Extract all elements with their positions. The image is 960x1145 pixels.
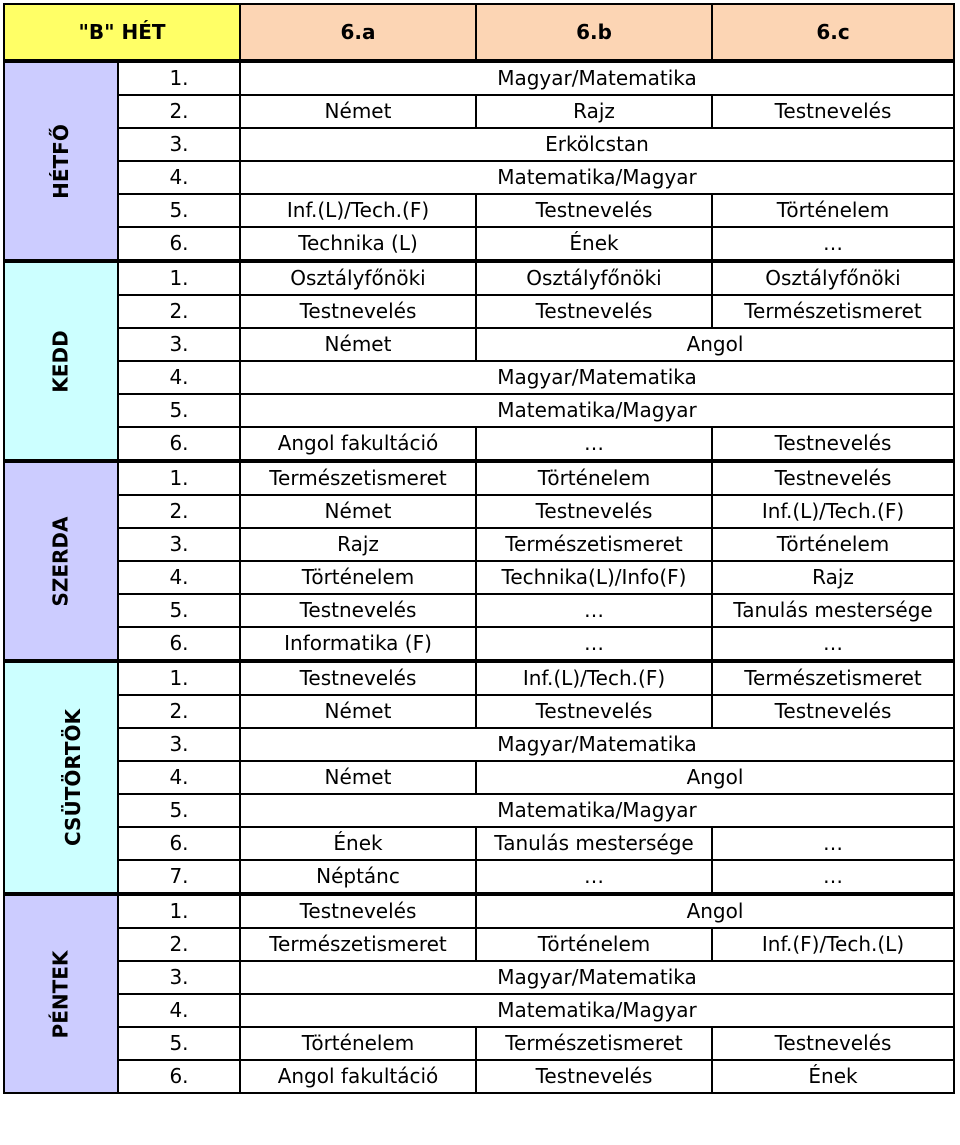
period-row xyxy=(4,994,954,1027)
period-number: 2. xyxy=(118,495,240,528)
period-row xyxy=(4,860,954,894)
lesson-cell: … xyxy=(712,860,954,894)
period-row xyxy=(4,561,954,594)
lesson-cell: Természetismeret xyxy=(476,1027,712,1060)
lesson-cell: Ének xyxy=(712,1060,954,1093)
timetable xyxy=(3,3,955,1094)
lesson-cell: Inf.(L)/Tech.(F) xyxy=(712,495,954,528)
lesson-cell: Matematika/Magyar xyxy=(240,794,954,827)
period-number: 3. xyxy=(118,328,240,361)
lesson-cell: Osztályfőnöki xyxy=(476,261,712,295)
period-row xyxy=(4,394,954,427)
period-number: 5. xyxy=(118,794,240,827)
period-row xyxy=(4,227,954,261)
period-number: 5. xyxy=(118,1027,240,1060)
period-number: 1. xyxy=(118,461,240,495)
lesson-cell: Matematika/Magyar xyxy=(240,994,954,1027)
lesson-cell: Német xyxy=(240,695,476,728)
lesson-cell: Inf.(F)/Tech.(L) xyxy=(712,928,954,961)
day-monday xyxy=(4,61,118,261)
lesson-cell: Testnevelés xyxy=(240,295,476,328)
day-wednesday xyxy=(4,461,118,661)
lesson-cell: Testnevelés xyxy=(712,95,954,128)
period-number: 5. xyxy=(118,194,240,227)
period-row xyxy=(4,161,954,194)
period-number: 6. xyxy=(118,427,240,461)
lesson-cell: Magyar/Matematika xyxy=(240,728,954,761)
period-number: 3. xyxy=(118,128,240,161)
lesson-cell: Inf.(L)/Tech.(F) xyxy=(240,194,476,227)
period-row xyxy=(4,328,954,361)
period-row xyxy=(4,1027,954,1060)
period-number: 4. xyxy=(118,994,240,1027)
period-row xyxy=(4,361,954,394)
lesson-cell: … xyxy=(476,860,712,894)
lesson-cell: Testnevelés xyxy=(712,695,954,728)
lesson-cell: Magyar/Matematika xyxy=(240,361,954,394)
lesson-cell: Angol fakultáció xyxy=(240,427,476,461)
period-row xyxy=(4,427,954,461)
lesson-cell: Ének xyxy=(476,227,712,261)
lesson-cell: Ének xyxy=(240,827,476,860)
lesson-cell: Történelem xyxy=(712,194,954,227)
period-row xyxy=(4,528,954,561)
period-number: 3. xyxy=(118,528,240,561)
lesson-cell: Testnevelés xyxy=(712,1027,954,1060)
period-row xyxy=(4,495,954,528)
period-number: 2. xyxy=(118,928,240,961)
period-number: 2. xyxy=(118,95,240,128)
period-number: 2. xyxy=(118,295,240,328)
period-row xyxy=(4,695,954,728)
lesson-cell: Történelem xyxy=(240,1027,476,1060)
period-row xyxy=(4,1060,954,1093)
lesson-cell: … xyxy=(712,227,954,261)
period-row xyxy=(4,61,954,95)
day-tuesday xyxy=(4,261,118,461)
day-label: HÉTFŐ xyxy=(48,123,73,199)
lesson-cell: Tanulás mestersége xyxy=(476,827,712,860)
lesson-cell: Osztályfőnöki xyxy=(712,261,954,295)
lesson-cell: Történelem xyxy=(476,461,712,495)
lesson-cell: Technika(L)/Info(F) xyxy=(476,561,712,594)
day-label: KEDD xyxy=(48,329,73,393)
week-label: "B" HÉT xyxy=(4,4,240,61)
lesson-cell: Testnevelés xyxy=(240,661,476,695)
lesson-cell: Testnevelés xyxy=(476,495,712,528)
day-label: PÉNTEK xyxy=(48,950,73,1038)
lesson-cell: … xyxy=(476,627,712,661)
timetable-body xyxy=(4,4,954,1093)
lesson-cell: … xyxy=(712,827,954,860)
period-number: 1. xyxy=(118,61,240,95)
lesson-cell: Tanulás mestersége xyxy=(712,594,954,627)
lesson-cell: Informatika (F) xyxy=(240,627,476,661)
class-header-6b: 6.b xyxy=(476,4,712,61)
day-friday xyxy=(4,894,118,1093)
lesson-cell: Néptánc xyxy=(240,860,476,894)
lesson-cell: Magyar/Matematika xyxy=(240,961,954,994)
lesson-cell: Testnevelés xyxy=(476,295,712,328)
period-number: 4. xyxy=(118,161,240,194)
period-row xyxy=(4,461,954,495)
period-row xyxy=(4,194,954,227)
day-label: CSÜTÖRTÖK xyxy=(60,709,85,846)
period-number: 6. xyxy=(118,627,240,661)
period-row xyxy=(4,627,954,661)
period-row xyxy=(4,661,954,695)
lesson-cell: Történelem xyxy=(712,528,954,561)
lesson-cell: Német xyxy=(240,495,476,528)
period-number: 3. xyxy=(118,728,240,761)
period-number: 1. xyxy=(118,661,240,695)
lesson-cell: Angol xyxy=(476,761,954,794)
period-row xyxy=(4,95,954,128)
period-number: 3. xyxy=(118,961,240,994)
lesson-cell: Természetismeret xyxy=(476,528,712,561)
period-row xyxy=(4,894,954,928)
period-row xyxy=(4,128,954,161)
lesson-cell: Angol fakultáció xyxy=(240,1060,476,1093)
lesson-cell: Testnevelés xyxy=(240,594,476,627)
lesson-cell: Német xyxy=(240,95,476,128)
lesson-cell: Rajz xyxy=(476,95,712,128)
lesson-cell: … xyxy=(712,627,954,661)
lesson-cell: Természetismeret xyxy=(240,928,476,961)
lesson-cell: Természetismeret xyxy=(712,295,954,328)
lesson-cell: Testnevelés xyxy=(240,894,476,928)
class-header-6c: 6.c xyxy=(712,4,954,61)
lesson-cell: Testnevelés xyxy=(712,461,954,495)
lesson-cell: Angol xyxy=(476,894,954,928)
period-number: 6. xyxy=(118,227,240,261)
lesson-cell: Történelem xyxy=(240,561,476,594)
day-label: SZERDA xyxy=(48,515,73,607)
period-row xyxy=(4,827,954,860)
period-row xyxy=(4,794,954,827)
lesson-cell: Német xyxy=(240,328,476,361)
lesson-cell: Matematika/Magyar xyxy=(240,394,954,427)
period-row xyxy=(4,761,954,794)
lesson-cell: Testnevelés xyxy=(476,1060,712,1093)
period-number: 5. xyxy=(118,394,240,427)
period-number: 4. xyxy=(118,561,240,594)
period-number: 6. xyxy=(118,1060,240,1093)
lesson-cell: Angol xyxy=(476,328,954,361)
lesson-cell: Technika (L) xyxy=(240,227,476,261)
lesson-cell: Osztályfőnöki xyxy=(240,261,476,295)
period-row xyxy=(4,961,954,994)
period-row xyxy=(4,594,954,627)
period-row xyxy=(4,728,954,761)
period-number: 1. xyxy=(118,261,240,295)
period-number: 7. xyxy=(118,860,240,894)
lesson-cell: Testnevelés xyxy=(476,695,712,728)
lesson-cell: Matematika/Magyar xyxy=(240,161,954,194)
lesson-cell: Testnevelés xyxy=(712,427,954,461)
lesson-cell: Történelem xyxy=(476,928,712,961)
period-number: 6. xyxy=(118,827,240,860)
lesson-cell: Természetismeret xyxy=(240,461,476,495)
period-row xyxy=(4,295,954,328)
header-row xyxy=(4,4,954,61)
period-number: 1. xyxy=(118,894,240,928)
period-number: 4. xyxy=(118,361,240,394)
lesson-cell: Inf.(L)/Tech.(F) xyxy=(476,661,712,695)
class-header-6a: 6.a xyxy=(240,4,476,61)
period-number: 4. xyxy=(118,761,240,794)
period-number: 5. xyxy=(118,594,240,627)
lesson-cell: Német xyxy=(240,761,476,794)
lesson-cell: Természetismeret xyxy=(712,661,954,695)
period-number: 2. xyxy=(118,695,240,728)
lesson-cell: Magyar/Matematika xyxy=(240,61,954,95)
lesson-cell: Rajz xyxy=(712,561,954,594)
day-thursday xyxy=(4,661,118,894)
period-row xyxy=(4,928,954,961)
lesson-cell: … xyxy=(476,594,712,627)
period-row xyxy=(4,261,954,295)
lesson-cell: Erkölcstan xyxy=(240,128,954,161)
lesson-cell: Testnevelés xyxy=(476,194,712,227)
lesson-cell: Rajz xyxy=(240,528,476,561)
lesson-cell: … xyxy=(476,427,712,461)
